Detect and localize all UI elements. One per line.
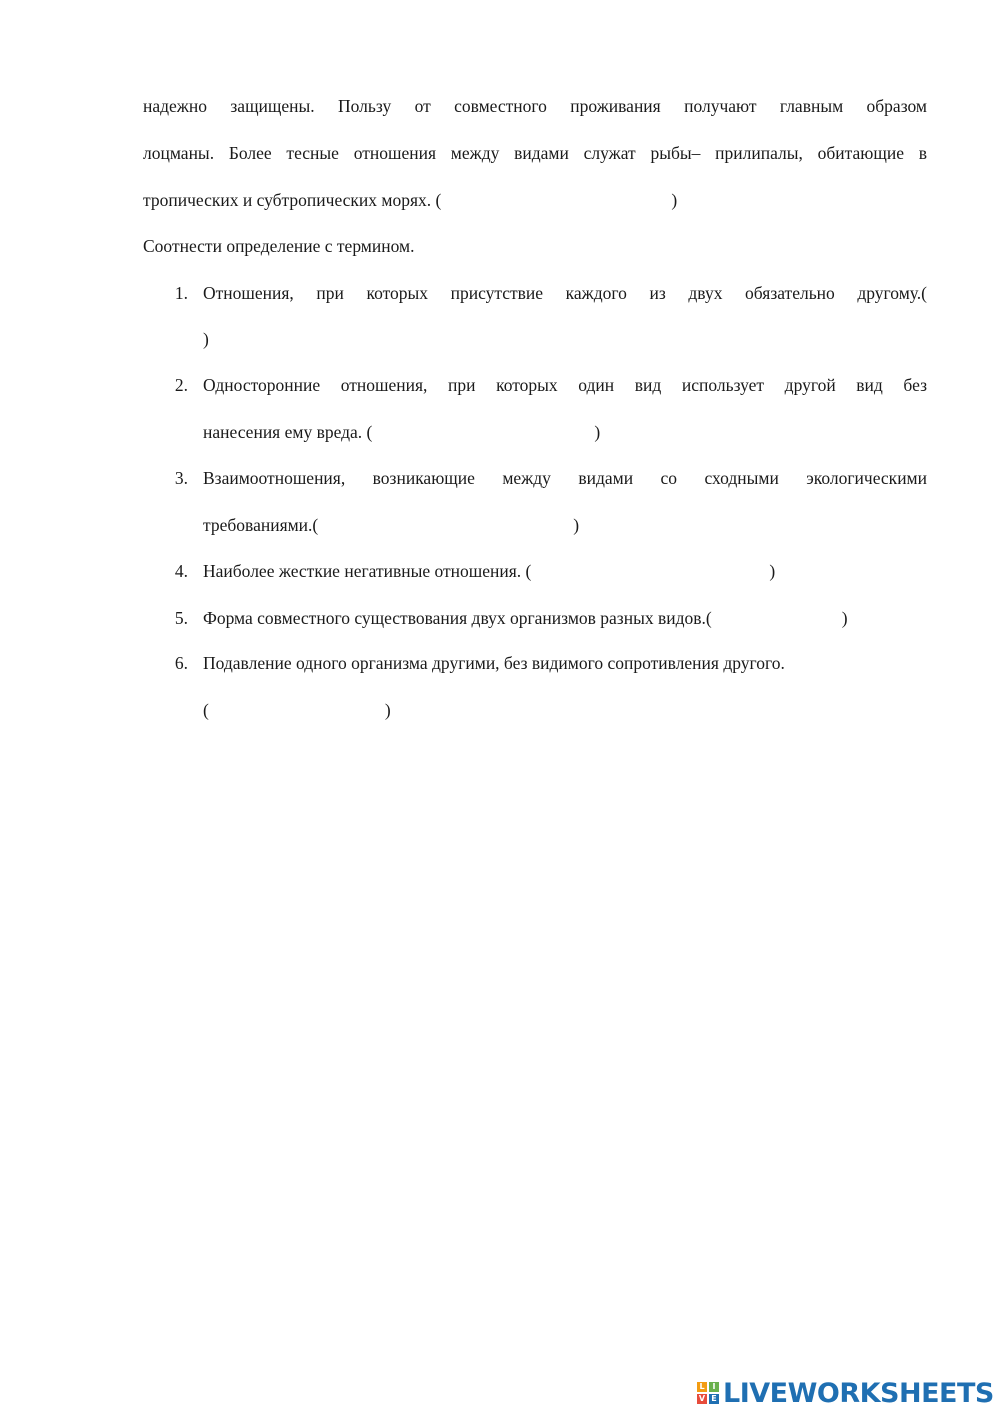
- item-number-5: 5.: [174, 608, 188, 628]
- paragraph-line-3-close: ): [671, 190, 678, 210]
- paragraph-line-3: [143, 189, 677, 211]
- item-6-line-2: [203, 699, 391, 721]
- item-3-line-2-text: требованиями.(: [203, 515, 319, 535]
- item-2-line-2-text: нанесения ему вреда. (: [203, 422, 373, 442]
- item-5-close: ): [841, 608, 848, 628]
- item-6-close: ): [384, 700, 391, 720]
- logo-letter-l: L: [697, 1382, 707, 1392]
- logo-letter-i: I: [709, 1382, 719, 1392]
- item-3-line-2: [203, 514, 579, 536]
- paragraph-line-1: надежно защищены. Пользу от совместного проживания получают главным образом: [143, 96, 927, 116]
- item-1-line-1: Отношения, при которых присутствие каждого из двух обязательно другому.(: [203, 283, 927, 303]
- logo-letter-e: E: [709, 1394, 719, 1404]
- item-number-3: 3.: [174, 468, 188, 488]
- item-2-line-1: Односторонние отношения, при которых один вид использует другой вид без: [203, 375, 927, 395]
- item-5-line-1: [203, 607, 848, 629]
- logo-text: LIVEWORKSHEETS: [723, 1377, 994, 1409]
- item-3-line-1: Взаимоотношения, возникающие между видами со сходными экологическими: [203, 468, 927, 488]
- paragraph-line-2: лоцманы. Более тесные отношения между видами служат рыбы– прилипалы, обитающие в: [143, 143, 927, 163]
- item-4-line-1: [203, 560, 775, 582]
- task-title: Соотнести определение с термином.: [143, 236, 415, 256]
- item-2-close: ): [594, 422, 601, 442]
- item-number-6: 6.: [174, 653, 188, 673]
- item-4-text: Наиболее жесткие негативные отношения. (: [203, 561, 532, 581]
- item-number-4: 4.: [174, 561, 188, 581]
- item-1-close: ): [203, 329, 209, 349]
- item-2-line-2: [203, 421, 600, 443]
- logo-squares-icon: [697, 1382, 719, 1404]
- item-1-line-2: [203, 328, 209, 350]
- item-3-close: ): [573, 515, 580, 535]
- item-4-close: ): [769, 561, 776, 581]
- item-6-line-1: Подавление одного организма другими, без видимого сопротивления другого.: [203, 653, 785, 673]
- item-number-1: 1.: [174, 283, 188, 303]
- logo-letter-v: V: [698, 1394, 706, 1403]
- liveworksheets-logo: [697, 1378, 994, 1408]
- item-6-open: (: [203, 700, 209, 720]
- item-number-2: 2.: [174, 375, 188, 395]
- paragraph-line-3-text: тропических и субтропических морях. (: [143, 190, 442, 210]
- item-5-text: Форма совместного существования двух организмов разных видов.(: [203, 608, 712, 628]
